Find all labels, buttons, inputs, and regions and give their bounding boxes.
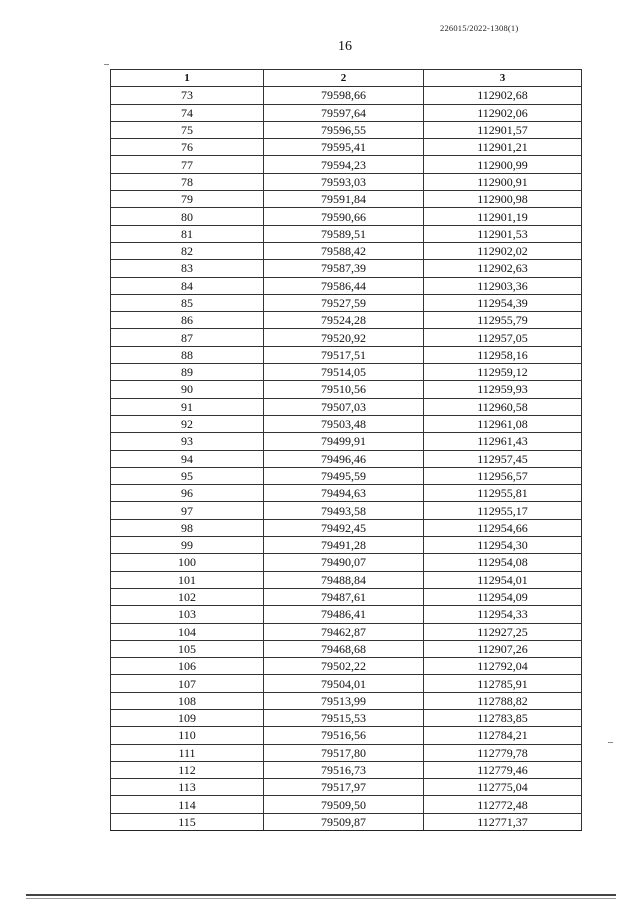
- table-row: [111, 364, 582, 381]
- point-number-cell: 76: [111, 139, 264, 156]
- table-row: [111, 571, 582, 588]
- point-number-cell: 87: [111, 329, 264, 346]
- table-row: [111, 813, 582, 830]
- x-coordinate-cell: 79499,91: [264, 433, 424, 450]
- point-number-cell: 73: [111, 87, 264, 104]
- x-coordinate-cell: 79502,22: [264, 658, 424, 675]
- y-coordinate-cell: 112785,91: [424, 675, 582, 692]
- column-header-2: 2: [264, 70, 424, 87]
- point-number-cell: 112: [111, 761, 264, 778]
- x-coordinate-cell: 79492,45: [264, 519, 424, 536]
- y-coordinate-cell: 112959,12: [424, 364, 582, 381]
- point-number-cell: 80: [111, 208, 264, 225]
- x-coordinate-cell: 79596,55: [264, 121, 424, 138]
- table-row: [111, 139, 582, 156]
- y-coordinate-cell: 112900,98: [424, 191, 582, 208]
- point-number-cell: 115: [111, 813, 264, 830]
- point-number-cell: 94: [111, 450, 264, 467]
- point-number-cell: 92: [111, 415, 264, 432]
- point-number-cell: 113: [111, 779, 264, 796]
- x-coordinate-cell: 79524,28: [264, 312, 424, 329]
- y-coordinate-cell: 112901,21: [424, 139, 582, 156]
- y-coordinate-cell: 112954,30: [424, 537, 582, 554]
- point-number-cell: 85: [111, 294, 264, 311]
- y-coordinate-cell: 112903,36: [424, 277, 582, 294]
- point-number-cell: 91: [111, 398, 264, 415]
- x-coordinate-cell: 79514,05: [264, 364, 424, 381]
- y-coordinate-cell: 112955,79: [424, 312, 582, 329]
- x-coordinate-cell: 79488,84: [264, 571, 424, 588]
- y-coordinate-cell: 112788,82: [424, 692, 582, 709]
- point-number-cell: 93: [111, 433, 264, 450]
- y-coordinate-cell: 112902,02: [424, 242, 582, 259]
- table-row: [111, 277, 582, 294]
- table-row: [111, 588, 582, 605]
- margin-tick-right: [608, 742, 613, 743]
- x-coordinate-cell: 79495,59: [264, 467, 424, 484]
- x-coordinate-cell: 79597,64: [264, 104, 424, 121]
- x-coordinate-cell: 79598,66: [264, 87, 424, 104]
- y-coordinate-cell: 112954,08: [424, 554, 582, 571]
- point-number-cell: 74: [111, 104, 264, 121]
- table-row: [111, 658, 582, 675]
- x-coordinate-cell: 79591,84: [264, 191, 424, 208]
- table-row: [111, 450, 582, 467]
- x-coordinate-cell: 79504,01: [264, 675, 424, 692]
- table-row: [111, 519, 582, 536]
- x-coordinate-cell: 79587,39: [264, 260, 424, 277]
- x-coordinate-cell: 79593,03: [264, 173, 424, 190]
- table-row: [111, 415, 582, 432]
- point-number-cell: 75: [111, 121, 264, 138]
- table-row: [111, 381, 582, 398]
- point-number-cell: 86: [111, 312, 264, 329]
- point-number-cell: 82: [111, 242, 264, 259]
- point-number-cell: 79: [111, 191, 264, 208]
- table-row: [111, 87, 582, 104]
- point-number-cell: 107: [111, 675, 264, 692]
- x-coordinate-cell: 79515,53: [264, 709, 424, 726]
- footer-rule-secondary: [26, 898, 616, 899]
- point-number-cell: 78: [111, 173, 264, 190]
- footer-rule: [26, 894, 616, 896]
- y-coordinate-cell: 112775,04: [424, 779, 582, 796]
- y-coordinate-cell: 112902,06: [424, 104, 582, 121]
- y-coordinate-cell: 112957,45: [424, 450, 582, 467]
- x-coordinate-cell: 79494,63: [264, 485, 424, 502]
- point-number-cell: 77: [111, 156, 264, 173]
- y-coordinate-cell: 112784,21: [424, 727, 582, 744]
- x-coordinate-cell: 79594,23: [264, 156, 424, 173]
- x-coordinate-cell: 79588,42: [264, 242, 424, 259]
- table-row: [111, 640, 582, 657]
- table-row: [111, 242, 582, 259]
- table-row: [111, 502, 582, 519]
- table-header-row: [111, 70, 582, 87]
- y-coordinate-cell: 112957,05: [424, 329, 582, 346]
- x-coordinate-cell: 79516,73: [264, 761, 424, 778]
- point-number-cell: 81: [111, 225, 264, 242]
- point-number-cell: 103: [111, 606, 264, 623]
- y-coordinate-cell: 112779,46: [424, 761, 582, 778]
- point-number-cell: 108: [111, 692, 264, 709]
- y-coordinate-cell: 112901,19: [424, 208, 582, 225]
- x-coordinate-cell: 79510,56: [264, 381, 424, 398]
- x-coordinate-cell: 79496,46: [264, 450, 424, 467]
- x-coordinate-cell: 79590,66: [264, 208, 424, 225]
- y-coordinate-cell: 112954,33: [424, 606, 582, 623]
- table-row: [111, 779, 582, 796]
- x-coordinate-cell: 79507,03: [264, 398, 424, 415]
- document-id: 226015/2022-1308(1): [440, 23, 519, 33]
- point-number-cell: 102: [111, 588, 264, 605]
- table-row: [111, 121, 582, 138]
- x-coordinate-cell: 79509,50: [264, 796, 424, 813]
- table-row: [111, 312, 582, 329]
- table-row: [111, 554, 582, 571]
- point-number-cell: 96: [111, 485, 264, 502]
- point-number-cell: 95: [111, 467, 264, 484]
- x-coordinate-cell: 79595,41: [264, 139, 424, 156]
- point-number-cell: 109: [111, 709, 264, 726]
- y-coordinate-cell: 112958,16: [424, 346, 582, 363]
- y-coordinate-cell: 112900,99: [424, 156, 582, 173]
- x-coordinate-cell: 79468,68: [264, 640, 424, 657]
- point-number-cell: 114: [111, 796, 264, 813]
- point-number-cell: 100: [111, 554, 264, 571]
- table-row: [111, 329, 582, 346]
- table-row: [111, 225, 582, 242]
- point-number-cell: 98: [111, 519, 264, 536]
- point-number-cell: 106: [111, 658, 264, 675]
- point-number-cell: 88: [111, 346, 264, 363]
- y-coordinate-cell: 112902,63: [424, 260, 582, 277]
- y-coordinate-cell: 112954,39: [424, 294, 582, 311]
- table-row: [111, 294, 582, 311]
- table-row: [111, 346, 582, 363]
- x-coordinate-cell: 79487,61: [264, 588, 424, 605]
- table-row: [111, 675, 582, 692]
- point-number-cell: 101: [111, 571, 264, 588]
- column-header-3: 3: [424, 70, 582, 87]
- x-coordinate-cell: 79513,99: [264, 692, 424, 709]
- point-number-cell: 99: [111, 537, 264, 554]
- y-coordinate-cell: 112961,08: [424, 415, 582, 432]
- y-coordinate-cell: 112783,85: [424, 709, 582, 726]
- y-coordinate-cell: 112955,17: [424, 502, 582, 519]
- table-row: [111, 709, 582, 726]
- table-row: [111, 260, 582, 277]
- y-coordinate-cell: 112959,93: [424, 381, 582, 398]
- y-coordinate-cell: 112901,53: [424, 225, 582, 242]
- point-number-cell: 110: [111, 727, 264, 744]
- table-row: [111, 173, 582, 190]
- point-number-cell: 90: [111, 381, 264, 398]
- x-coordinate-cell: 79517,80: [264, 744, 424, 761]
- y-coordinate-cell: 112956,57: [424, 467, 582, 484]
- table-row: [111, 433, 582, 450]
- x-coordinate-cell: 79491,28: [264, 537, 424, 554]
- x-coordinate-cell: 79509,87: [264, 813, 424, 830]
- y-coordinate-cell: 112954,09: [424, 588, 582, 605]
- point-number-cell: 97: [111, 502, 264, 519]
- table-row: [111, 796, 582, 813]
- y-coordinate-cell: 112961,43: [424, 433, 582, 450]
- table-row: [111, 606, 582, 623]
- table-row: [111, 692, 582, 709]
- point-number-cell: 83: [111, 260, 264, 277]
- table-row: [111, 398, 582, 415]
- table-row: [111, 104, 582, 121]
- table-row: [111, 485, 582, 502]
- table-row: [111, 208, 582, 225]
- margin-tick-left: [104, 64, 109, 65]
- y-coordinate-cell: 112771,37: [424, 813, 582, 830]
- coordinates-table: [110, 69, 582, 831]
- x-coordinate-cell: 79527,59: [264, 294, 424, 311]
- x-coordinate-cell: 79517,97: [264, 779, 424, 796]
- x-coordinate-cell: 79490,07: [264, 554, 424, 571]
- y-coordinate-cell: 112955,81: [424, 485, 582, 502]
- point-number-cell: 105: [111, 640, 264, 657]
- table-row: [111, 761, 582, 778]
- y-coordinate-cell: 112954,66: [424, 519, 582, 536]
- y-coordinate-cell: 112954,01: [424, 571, 582, 588]
- y-coordinate-cell: 112960,58: [424, 398, 582, 415]
- point-number-cell: 104: [111, 623, 264, 640]
- x-coordinate-cell: 79586,44: [264, 277, 424, 294]
- table-row: [111, 467, 582, 484]
- table-row: [111, 744, 582, 761]
- x-coordinate-cell: 79517,51: [264, 346, 424, 363]
- point-number-cell: 89: [111, 364, 264, 381]
- x-coordinate-cell: 79516,56: [264, 727, 424, 744]
- y-coordinate-cell: 112779,78: [424, 744, 582, 761]
- table-body: [111, 87, 582, 831]
- x-coordinate-cell: 79486,41: [264, 606, 424, 623]
- point-number-cell: 84: [111, 277, 264, 294]
- table-row: [111, 191, 582, 208]
- table-row: [111, 623, 582, 640]
- y-coordinate-cell: 112772,48: [424, 796, 582, 813]
- y-coordinate-cell: 112792,04: [424, 658, 582, 675]
- table-row: [111, 537, 582, 554]
- column-header-1: 1: [111, 70, 264, 87]
- y-coordinate-cell: 112902,68: [424, 87, 582, 104]
- point-number-cell: 111: [111, 744, 264, 761]
- y-coordinate-cell: 112900,91: [424, 173, 582, 190]
- x-coordinate-cell: 79589,51: [264, 225, 424, 242]
- x-coordinate-cell: 79493,58: [264, 502, 424, 519]
- table-row: [111, 156, 582, 173]
- page-number: 16: [338, 39, 352, 54]
- x-coordinate-cell: 79520,92: [264, 329, 424, 346]
- y-coordinate-cell: 112901,57: [424, 121, 582, 138]
- x-coordinate-cell: 79503,48: [264, 415, 424, 432]
- x-coordinate-cell: 79462,87: [264, 623, 424, 640]
- y-coordinate-cell: 112907,26: [424, 640, 582, 657]
- table-row: [111, 727, 582, 744]
- y-coordinate-cell: 112927,25: [424, 623, 582, 640]
